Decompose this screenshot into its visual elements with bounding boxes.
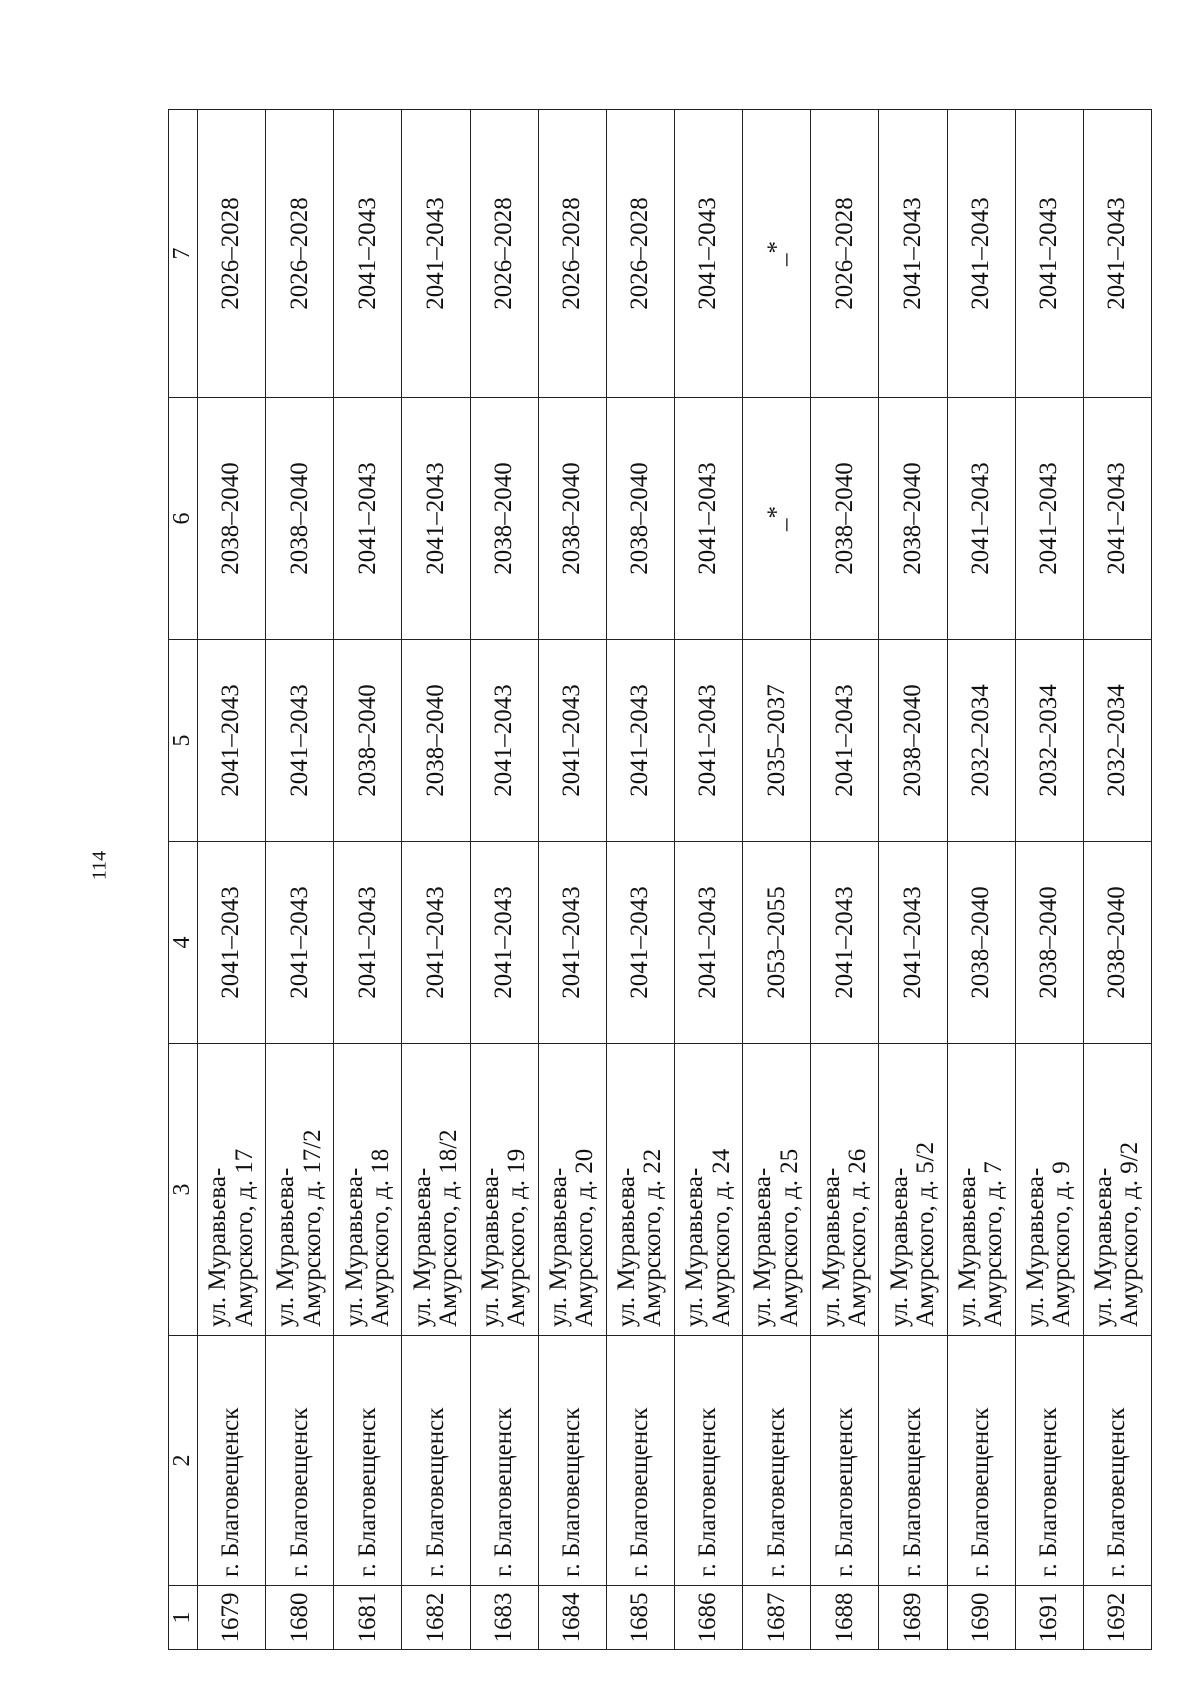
cell-period-col6: 2041–2043 [1015, 398, 1083, 640]
schedule-table [168, 109, 1152, 1650]
cell-city: г. Благовещенск [947, 1336, 1015, 1586]
table-row [947, 110, 1015, 1650]
cell-address: ул. Муравьева-Амурского, д. 18 [334, 1044, 402, 1336]
cell-period-col7: 2026–2028 [538, 110, 606, 398]
cell-city: г. Благовещенск [538, 1336, 606, 1586]
cell-row-number: 1680 [266, 1586, 334, 1650]
cell-period-col4: 2041–2043 [811, 842, 879, 1044]
rotated-table-container [168, 110, 1152, 1650]
cell-city: г. Благовещенск [811, 1336, 879, 1586]
cell-period-col6: 2041–2043 [1083, 398, 1151, 640]
cell-row-number: 1683 [470, 1586, 538, 1650]
cell-period-col4: 2041–2043 [266, 842, 334, 1044]
cell-period-col5: 2041–2043 [470, 640, 538, 842]
table-row [811, 110, 879, 1650]
cell-address: ул. Муравьева-Амурского, д. 17 [198, 1044, 266, 1336]
cell-period-col7: 2026–2028 [266, 110, 334, 398]
cell-city: г. Благовещенск [606, 1336, 674, 1586]
table-row [879, 110, 947, 1650]
page-number: 114 [88, 850, 111, 881]
cell-period-col5: 2041–2043 [198, 640, 266, 842]
table-row [674, 110, 742, 1650]
cell-period-col5: 2038–2040 [879, 640, 947, 842]
cell-address: ул. Муравьева-Амурского, д. 22 [606, 1044, 674, 1336]
column-header-2: 2 [169, 1336, 198, 1586]
cell-period-col6: 2038–2040 [538, 398, 606, 640]
cell-period-col7: 2026–2028 [198, 110, 266, 398]
cell-address: ул. Муравьева-Амурского, д. 26 [811, 1044, 879, 1336]
cell-period-col5: 2041–2043 [811, 640, 879, 842]
cell-period-col4: 2041–2043 [606, 842, 674, 1044]
column-header-3: 3 [169, 1044, 198, 1336]
cell-row-number: 1688 [811, 1586, 879, 1650]
cell-period-col6: 2038–2040 [470, 398, 538, 640]
cell-period-col5: 2032–2034 [1015, 640, 1083, 842]
cell-period-col6: 2041–2043 [334, 398, 402, 640]
table-row [402, 110, 470, 1650]
table-row [470, 110, 538, 1650]
cell-period-col4: 2041–2043 [402, 842, 470, 1044]
cell-period-col5: 2041–2043 [606, 640, 674, 842]
cell-period-col6: 2038–2040 [266, 398, 334, 640]
cell-period-col4: 2041–2043 [674, 842, 742, 1044]
column-header-1: 1 [169, 1586, 198, 1650]
cell-period-col6: 2038–2040 [198, 398, 266, 640]
cell-period-col7: 2026–2028 [470, 110, 538, 398]
cell-period-col6: 2038–2040 [606, 398, 674, 640]
cell-period-col7: 2041–2043 [674, 110, 742, 398]
cell-address: ул. Муравьева-Амурского, д. 7 [947, 1044, 1015, 1336]
cell-city: г. Благовещенск [402, 1336, 470, 1586]
cell-period-col5: 2038–2040 [402, 640, 470, 842]
cell-period-col6: 2038–2040 [811, 398, 879, 640]
cell-period-col7: _* [743, 110, 811, 398]
cell-address: ул. Муравьева-Амурского, д. 9/2 [1083, 1044, 1151, 1336]
cell-row-number: 1682 [402, 1586, 470, 1650]
cell-period-col6: 2041–2043 [674, 398, 742, 640]
cell-period-col6: 2041–2043 [402, 398, 470, 640]
cell-city: г. Благовещенск [334, 1336, 402, 1586]
cell-address: ул. Муравьева-Амурского, д. 18/2 [402, 1044, 470, 1336]
cell-period-col4: 2041–2043 [334, 842, 402, 1044]
cell-period-col5: 2041–2043 [674, 640, 742, 842]
cell-row-number: 1689 [879, 1586, 947, 1650]
cell-period-col6: 2041–2043 [947, 398, 1015, 640]
cell-city: г. Благовещенск [1083, 1336, 1151, 1586]
cell-period-col4: 2053–2055 [743, 842, 811, 1044]
cell-period-col5: 2041–2043 [538, 640, 606, 842]
table-body [198, 110, 1152, 1650]
cell-period-col6: _* [743, 398, 811, 640]
cell-period-col4: 2041–2043 [470, 842, 538, 1044]
cell-row-number: 1684 [538, 1586, 606, 1650]
cell-period-col4: 2038–2040 [1083, 842, 1151, 1044]
table-row [334, 110, 402, 1650]
cell-period-col6: 2038–2040 [879, 398, 947, 640]
cell-period-col7: 2041–2043 [879, 110, 947, 398]
column-header-5: 5 [169, 640, 198, 842]
cell-row-number: 1690 [947, 1586, 1015, 1650]
cell-period-col7: 2026–2028 [811, 110, 879, 398]
cell-row-number: 1691 [1015, 1586, 1083, 1650]
column-header-7: 7 [169, 110, 198, 398]
cell-period-col7: 2041–2043 [947, 110, 1015, 398]
cell-period-col7: 2041–2043 [334, 110, 402, 398]
cell-address: ул. Муравьева-Амурского, д. 17/2 [266, 1044, 334, 1336]
table-row [1083, 110, 1151, 1650]
cell-period-col4: 2041–2043 [198, 842, 266, 1044]
table-row [1015, 110, 1083, 1650]
cell-period-col4: 2041–2043 [879, 842, 947, 1044]
cell-address: ул. Муравьева-Амурского, д. 24 [674, 1044, 742, 1336]
cell-row-number: 1692 [1083, 1586, 1151, 1650]
column-header-4: 4 [169, 842, 198, 1044]
cell-city: г. Благовещенск [743, 1336, 811, 1586]
cell-period-col4: 2038–2040 [1015, 842, 1083, 1044]
cell-period-col4: 2041–2043 [538, 842, 606, 1044]
cell-address: ул. Муравьева-Амурского, д. 25 [743, 1044, 811, 1336]
cell-row-number: 1686 [674, 1586, 742, 1650]
cell-city: г. Благовещенск [1015, 1336, 1083, 1586]
cell-city: г. Благовещенск [470, 1336, 538, 1586]
cell-period-col5: 2032–2034 [1083, 640, 1151, 842]
table-row [198, 110, 266, 1650]
cell-row-number: 1685 [606, 1586, 674, 1650]
cell-address: ул. Муравьева-Амурского, д. 9 [1015, 1044, 1083, 1336]
cell-row-number: 1681 [334, 1586, 402, 1650]
cell-city: г. Благовещенск [198, 1336, 266, 1586]
cell-period-col5: 2035–2037 [743, 640, 811, 842]
table-row [606, 110, 674, 1650]
table-row [538, 110, 606, 1650]
column-header-6: 6 [169, 398, 198, 640]
cell-period-col7: 2026–2028 [606, 110, 674, 398]
cell-city: г. Благовещенск [266, 1336, 334, 1586]
cell-period-col5: 2032–2034 [947, 640, 1015, 842]
table-row [266, 110, 334, 1650]
cell-period-col5: 2041–2043 [266, 640, 334, 842]
cell-period-col5: 2038–2040 [334, 640, 402, 842]
cell-row-number: 1679 [198, 1586, 266, 1650]
table-row [743, 110, 811, 1650]
cell-period-col7: 2041–2043 [1015, 110, 1083, 398]
cell-period-col7: 2041–2043 [1083, 110, 1151, 398]
cell-period-col4: 2038–2040 [947, 842, 1015, 1044]
header-row [169, 110, 198, 1650]
cell-period-col7: 2041–2043 [402, 110, 470, 398]
cell-row-number: 1687 [743, 1586, 811, 1650]
cell-address: ул. Муравьева-Амурского, д. 19 [470, 1044, 538, 1336]
cell-address: ул. Муравьева-Амурского, д. 20 [538, 1044, 606, 1336]
cell-address: ул. Муравьева-Амурского, д. 5/2 [879, 1044, 947, 1336]
cell-city: г. Благовещенск [879, 1336, 947, 1586]
cell-city: г. Благовещенск [674, 1336, 742, 1586]
